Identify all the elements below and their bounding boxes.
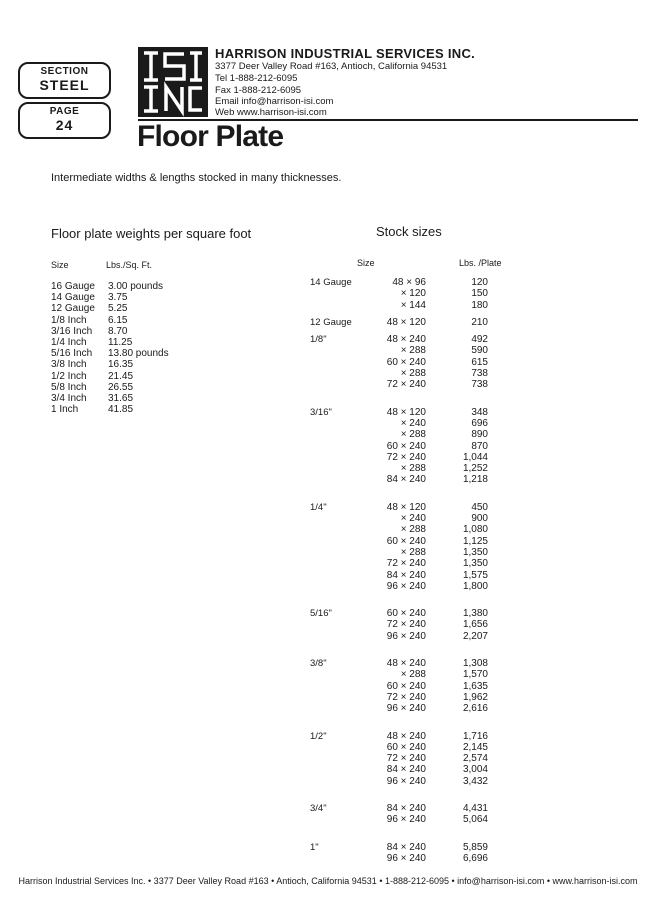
stock-group bbox=[300, 502, 520, 592]
stock-group bbox=[300, 334, 520, 390]
stock-row bbox=[300, 379, 520, 390]
stock-group-label: 1" bbox=[310, 841, 319, 853]
stock-row bbox=[300, 418, 520, 429]
stock-row bbox=[300, 334, 520, 345]
stock-row bbox=[300, 681, 520, 692]
stock-row bbox=[300, 692, 520, 703]
stock-row bbox=[300, 658, 520, 669]
stock-size: 72 × 240 bbox=[386, 558, 426, 570]
weights-row bbox=[51, 303, 169, 314]
company-tel: Tel 1-888-212-6095 bbox=[215, 73, 298, 84]
stock-size: 72 × 240 bbox=[386, 753, 426, 765]
stock-lbs: 738 bbox=[471, 379, 488, 391]
weights-row bbox=[51, 404, 169, 415]
stock-size: 48 × 120 bbox=[386, 316, 426, 328]
stock-row bbox=[300, 407, 520, 418]
section-value: STEEL bbox=[39, 77, 90, 93]
weights-row bbox=[51, 326, 169, 337]
stock-lbs: 900 bbox=[471, 513, 488, 525]
stock-lbs: 2,207 bbox=[462, 630, 488, 642]
stock-lbs: 3,432 bbox=[462, 775, 488, 787]
stock-row bbox=[300, 776, 520, 787]
stock-lbs: 2,574 bbox=[462, 753, 488, 765]
weights-row bbox=[51, 371, 169, 382]
weights-row bbox=[51, 348, 169, 359]
weights-size: 3/8 Inch bbox=[51, 359, 87, 371]
stock-group bbox=[300, 317, 520, 328]
stock-group-label: 3/8" bbox=[310, 658, 327, 670]
stock-lbs: 3,004 bbox=[462, 764, 488, 776]
stock-size: 96 × 240 bbox=[386, 630, 426, 642]
company-web[interactable]: Web www.harrison-isi.com bbox=[215, 107, 327, 118]
stock-lbs: 1,962 bbox=[462, 691, 488, 703]
stock-row bbox=[300, 513, 520, 524]
stock-lbs: 1,656 bbox=[462, 619, 488, 631]
stock-lbs: 5,064 bbox=[462, 814, 488, 826]
section-label: SECTION bbox=[40, 66, 89, 77]
stock-group bbox=[300, 608, 520, 642]
stock-lbs: 1,350 bbox=[462, 546, 488, 558]
stock-size: 84 × 240 bbox=[386, 841, 426, 853]
stock-size: 60 × 240 bbox=[386, 356, 426, 368]
stock-lbs: 1,252 bbox=[462, 463, 488, 475]
stock-row bbox=[300, 619, 520, 630]
stock-size: 96 × 240 bbox=[386, 852, 426, 864]
weights-row bbox=[51, 281, 169, 292]
stock-size: 96 × 240 bbox=[386, 580, 426, 592]
stock-row bbox=[300, 317, 520, 328]
weights-row bbox=[51, 393, 169, 404]
stock-row bbox=[300, 300, 520, 311]
stock-row bbox=[300, 631, 520, 642]
weights-row bbox=[51, 359, 169, 370]
stock-size: × 288 bbox=[400, 463, 426, 475]
weights-lbs: 3.00 pounds bbox=[108, 281, 164, 292]
stock-lbs: 450 bbox=[471, 501, 488, 513]
stock-size: × 288 bbox=[400, 546, 426, 558]
weights-table bbox=[51, 281, 169, 415]
weights-size: 16 Gauge bbox=[51, 281, 95, 292]
company-email[interactable]: Email info@harrison-isi.com bbox=[215, 96, 334, 107]
weights-size: 5/8 Inch bbox=[51, 381, 87, 393]
stock-lbs: 1,570 bbox=[462, 669, 488, 681]
stock-row bbox=[300, 368, 520, 379]
weights-lbs: 6.15 bbox=[108, 314, 128, 326]
weights-size: 3/16 Inch bbox=[51, 325, 93, 337]
company-logo bbox=[138, 47, 208, 117]
stock-row bbox=[300, 669, 520, 680]
stock-size: 96 × 240 bbox=[386, 703, 426, 715]
stock-size: 96 × 240 bbox=[386, 775, 426, 787]
stock-lbs: 2,145 bbox=[462, 741, 488, 753]
weights-lbs: 41.85 bbox=[108, 404, 134, 416]
stock-row bbox=[300, 345, 520, 356]
stock-size: 96 × 240 bbox=[386, 814, 426, 826]
weights-size: 1/4 Inch bbox=[51, 336, 87, 348]
weights-lbs: 11.25 bbox=[108, 336, 133, 348]
stock-row bbox=[300, 853, 520, 864]
stock-size: 48 × 120 bbox=[386, 501, 426, 513]
stock-lbs: 2,616 bbox=[462, 703, 488, 715]
stock-row bbox=[300, 742, 520, 753]
stock-lbs: 4,431 bbox=[462, 802, 488, 814]
weights-heading: Floor plate weights per square foot bbox=[51, 226, 252, 241]
stock-size: × 240 bbox=[400, 417, 426, 429]
weights-row bbox=[51, 382, 169, 393]
stock-row bbox=[300, 803, 520, 814]
weights-row bbox=[51, 315, 169, 326]
page-label: PAGE bbox=[49, 106, 80, 117]
stock-size: 48 × 120 bbox=[386, 406, 426, 418]
weights-lbs: 13.80 pounds bbox=[108, 348, 169, 360]
stock-group-label: 1/2" bbox=[310, 730, 327, 742]
stock-size: 84 × 240 bbox=[386, 474, 426, 486]
stock-col-lbs: Lbs. /Plate bbox=[459, 258, 502, 268]
stock-row bbox=[300, 441, 520, 452]
stock-lbs: 120 bbox=[471, 277, 488, 288]
stock-lbs: 1,635 bbox=[462, 680, 488, 692]
weights-lbs: 26.55 bbox=[108, 381, 134, 393]
stock-group bbox=[300, 407, 520, 486]
stock-size: 84 × 240 bbox=[386, 569, 426, 581]
stock-size: 72 × 240 bbox=[386, 451, 426, 463]
weights-size: 1/8 Inch bbox=[51, 314, 87, 326]
page-footer: Harrison Industrial Services Inc. • 3377 Deer Valley Road #163 • Antioch, California 94531 • 1-888-212-6095 • info@harrison-isi.com • www.harrison-isi.com bbox=[18, 876, 638, 886]
stock-lbs: 492 bbox=[471, 334, 488, 346]
stock-lbs: 870 bbox=[471, 440, 488, 452]
stock-lbs: 348 bbox=[471, 406, 488, 418]
stock-row bbox=[300, 608, 520, 619]
stock-lbs: 150 bbox=[471, 288, 488, 300]
stock-lbs: 1,380 bbox=[462, 608, 488, 620]
stock-size: × 120 bbox=[400, 288, 426, 300]
stock-lbs: 1,218 bbox=[462, 474, 488, 486]
stock-lbs: 1,350 bbox=[462, 558, 488, 570]
stock-lbs: 180 bbox=[471, 299, 488, 311]
stock-size: 84 × 240 bbox=[386, 764, 426, 776]
stock-lbs: 1,308 bbox=[462, 658, 488, 670]
weights-size: 1/2 Inch bbox=[51, 370, 87, 382]
stock-row bbox=[300, 547, 520, 558]
stock-lbs: 890 bbox=[471, 429, 488, 441]
weights-lbs: 8.70 bbox=[108, 325, 128, 337]
company-fax: Fax 1-888-212-6095 bbox=[215, 85, 302, 96]
stock-lbs: 6,696 bbox=[462, 852, 488, 864]
stock-group-label: 5/16" bbox=[310, 608, 332, 620]
page-title: Floor Plate bbox=[137, 120, 284, 153]
stock-col-size: Size bbox=[357, 258, 375, 268]
stock-group bbox=[300, 803, 520, 826]
stock-lbs: 615 bbox=[471, 356, 488, 368]
stock-size: 48 × 240 bbox=[386, 730, 426, 742]
stock-size: 60 × 240 bbox=[386, 608, 426, 620]
stock-row bbox=[300, 581, 520, 592]
weights-col-lbs: Lbs./Sq. Ft. bbox=[106, 260, 153, 270]
stock-group bbox=[300, 731, 520, 787]
company-address: 3377 Deer Valley Road #163, Antioch, California 94531 bbox=[215, 61, 448, 72]
stock-group bbox=[300, 842, 520, 865]
stock-size: 72 × 240 bbox=[386, 379, 426, 391]
stock-size: 60 × 240 bbox=[386, 680, 426, 692]
weights-size: 3/4 Inch bbox=[51, 392, 87, 404]
weights-lbs: 5.25 bbox=[108, 303, 128, 315]
weights-lbs: 21.45 bbox=[108, 370, 134, 382]
weights-size: 14 Gauge bbox=[51, 292, 95, 304]
stock-lbs: 590 bbox=[471, 345, 488, 357]
stock-group-label: 12 Gauge bbox=[310, 316, 352, 328]
stock-row bbox=[300, 570, 520, 581]
stock-size: × 288 bbox=[400, 669, 426, 681]
stock-size: × 288 bbox=[400, 368, 426, 380]
stock-row bbox=[300, 764, 520, 775]
stock-row bbox=[300, 558, 520, 569]
stock-size: × 240 bbox=[400, 513, 426, 525]
stock-size: 72 × 240 bbox=[386, 691, 426, 703]
company-name: HARRISON INDUSTRIAL SERVICES INC. bbox=[215, 46, 476, 61]
weights-lbs: 31.65 bbox=[108, 392, 134, 404]
stock-size: × 144 bbox=[400, 299, 426, 311]
stock-group bbox=[300, 277, 520, 311]
stock-row bbox=[300, 536, 520, 547]
page-tab bbox=[18, 102, 111, 139]
stock-row bbox=[300, 452, 520, 463]
stock-size: 60 × 240 bbox=[386, 741, 426, 753]
stock-heading: Stock sizes bbox=[376, 224, 442, 239]
weights-row bbox=[51, 337, 169, 348]
weights-size: 5/16 Inch bbox=[51, 348, 93, 360]
stock-row bbox=[300, 842, 520, 853]
stock-lbs: 738 bbox=[471, 368, 488, 380]
stock-row bbox=[300, 753, 520, 764]
weights-col-size: Size bbox=[51, 260, 69, 270]
stock-row bbox=[300, 474, 520, 485]
stock-lbs: 1,044 bbox=[462, 451, 488, 463]
stock-lbs: 5,859 bbox=[462, 841, 488, 853]
stock-table bbox=[300, 277, 520, 864]
stock-size: 60 × 240 bbox=[386, 440, 426, 452]
stock-lbs: 1,125 bbox=[462, 535, 488, 547]
stock-size: × 288 bbox=[400, 429, 426, 441]
stock-lbs: 1,080 bbox=[462, 524, 488, 536]
weights-lbs: 3.75 bbox=[108, 292, 128, 304]
stock-row bbox=[300, 288, 520, 299]
stock-group-label: 1/4" bbox=[310, 501, 327, 513]
stock-size: 48 × 240 bbox=[386, 658, 426, 670]
stock-row bbox=[300, 463, 520, 474]
stock-lbs: 1,575 bbox=[462, 569, 488, 581]
stock-row bbox=[300, 357, 520, 368]
stock-row bbox=[300, 277, 520, 288]
weights-size: 12 Gauge bbox=[51, 303, 95, 315]
stock-size: 48 × 96 bbox=[392, 277, 426, 288]
stock-size: 48 × 240 bbox=[386, 334, 426, 346]
stock-size: 60 × 240 bbox=[386, 535, 426, 547]
stock-row bbox=[300, 731, 520, 742]
stock-lbs: 210 bbox=[471, 316, 488, 328]
weights-row bbox=[51, 292, 169, 303]
stock-group-label: 3/16" bbox=[310, 406, 332, 418]
stock-size: 84 × 240 bbox=[386, 802, 426, 814]
page-number: 24 bbox=[55, 117, 74, 133]
stock-lbs: 1,716 bbox=[462, 730, 488, 742]
stock-row bbox=[300, 703, 520, 714]
stock-group-label: 1/8" bbox=[310, 334, 327, 346]
stock-size: × 288 bbox=[400, 524, 426, 536]
section-tab bbox=[18, 62, 111, 99]
stock-lbs: 1,800 bbox=[462, 580, 488, 592]
intro-text: Intermediate widths & lengths stocked in many thicknesses. bbox=[51, 172, 342, 184]
stock-group-label: 14 Gauge bbox=[310, 277, 352, 288]
stock-row bbox=[300, 814, 520, 825]
stock-size: 72 × 240 bbox=[386, 619, 426, 631]
weights-size: 1 Inch bbox=[51, 404, 79, 416]
stock-lbs: 696 bbox=[471, 417, 488, 429]
stock-size: × 288 bbox=[400, 345, 426, 357]
weights-lbs: 16.35 bbox=[108, 359, 134, 371]
stock-row bbox=[300, 524, 520, 535]
stock-group bbox=[300, 658, 520, 714]
stock-group-label: 3/4" bbox=[310, 802, 327, 814]
stock-row bbox=[300, 429, 520, 440]
stock-row bbox=[300, 502, 520, 513]
